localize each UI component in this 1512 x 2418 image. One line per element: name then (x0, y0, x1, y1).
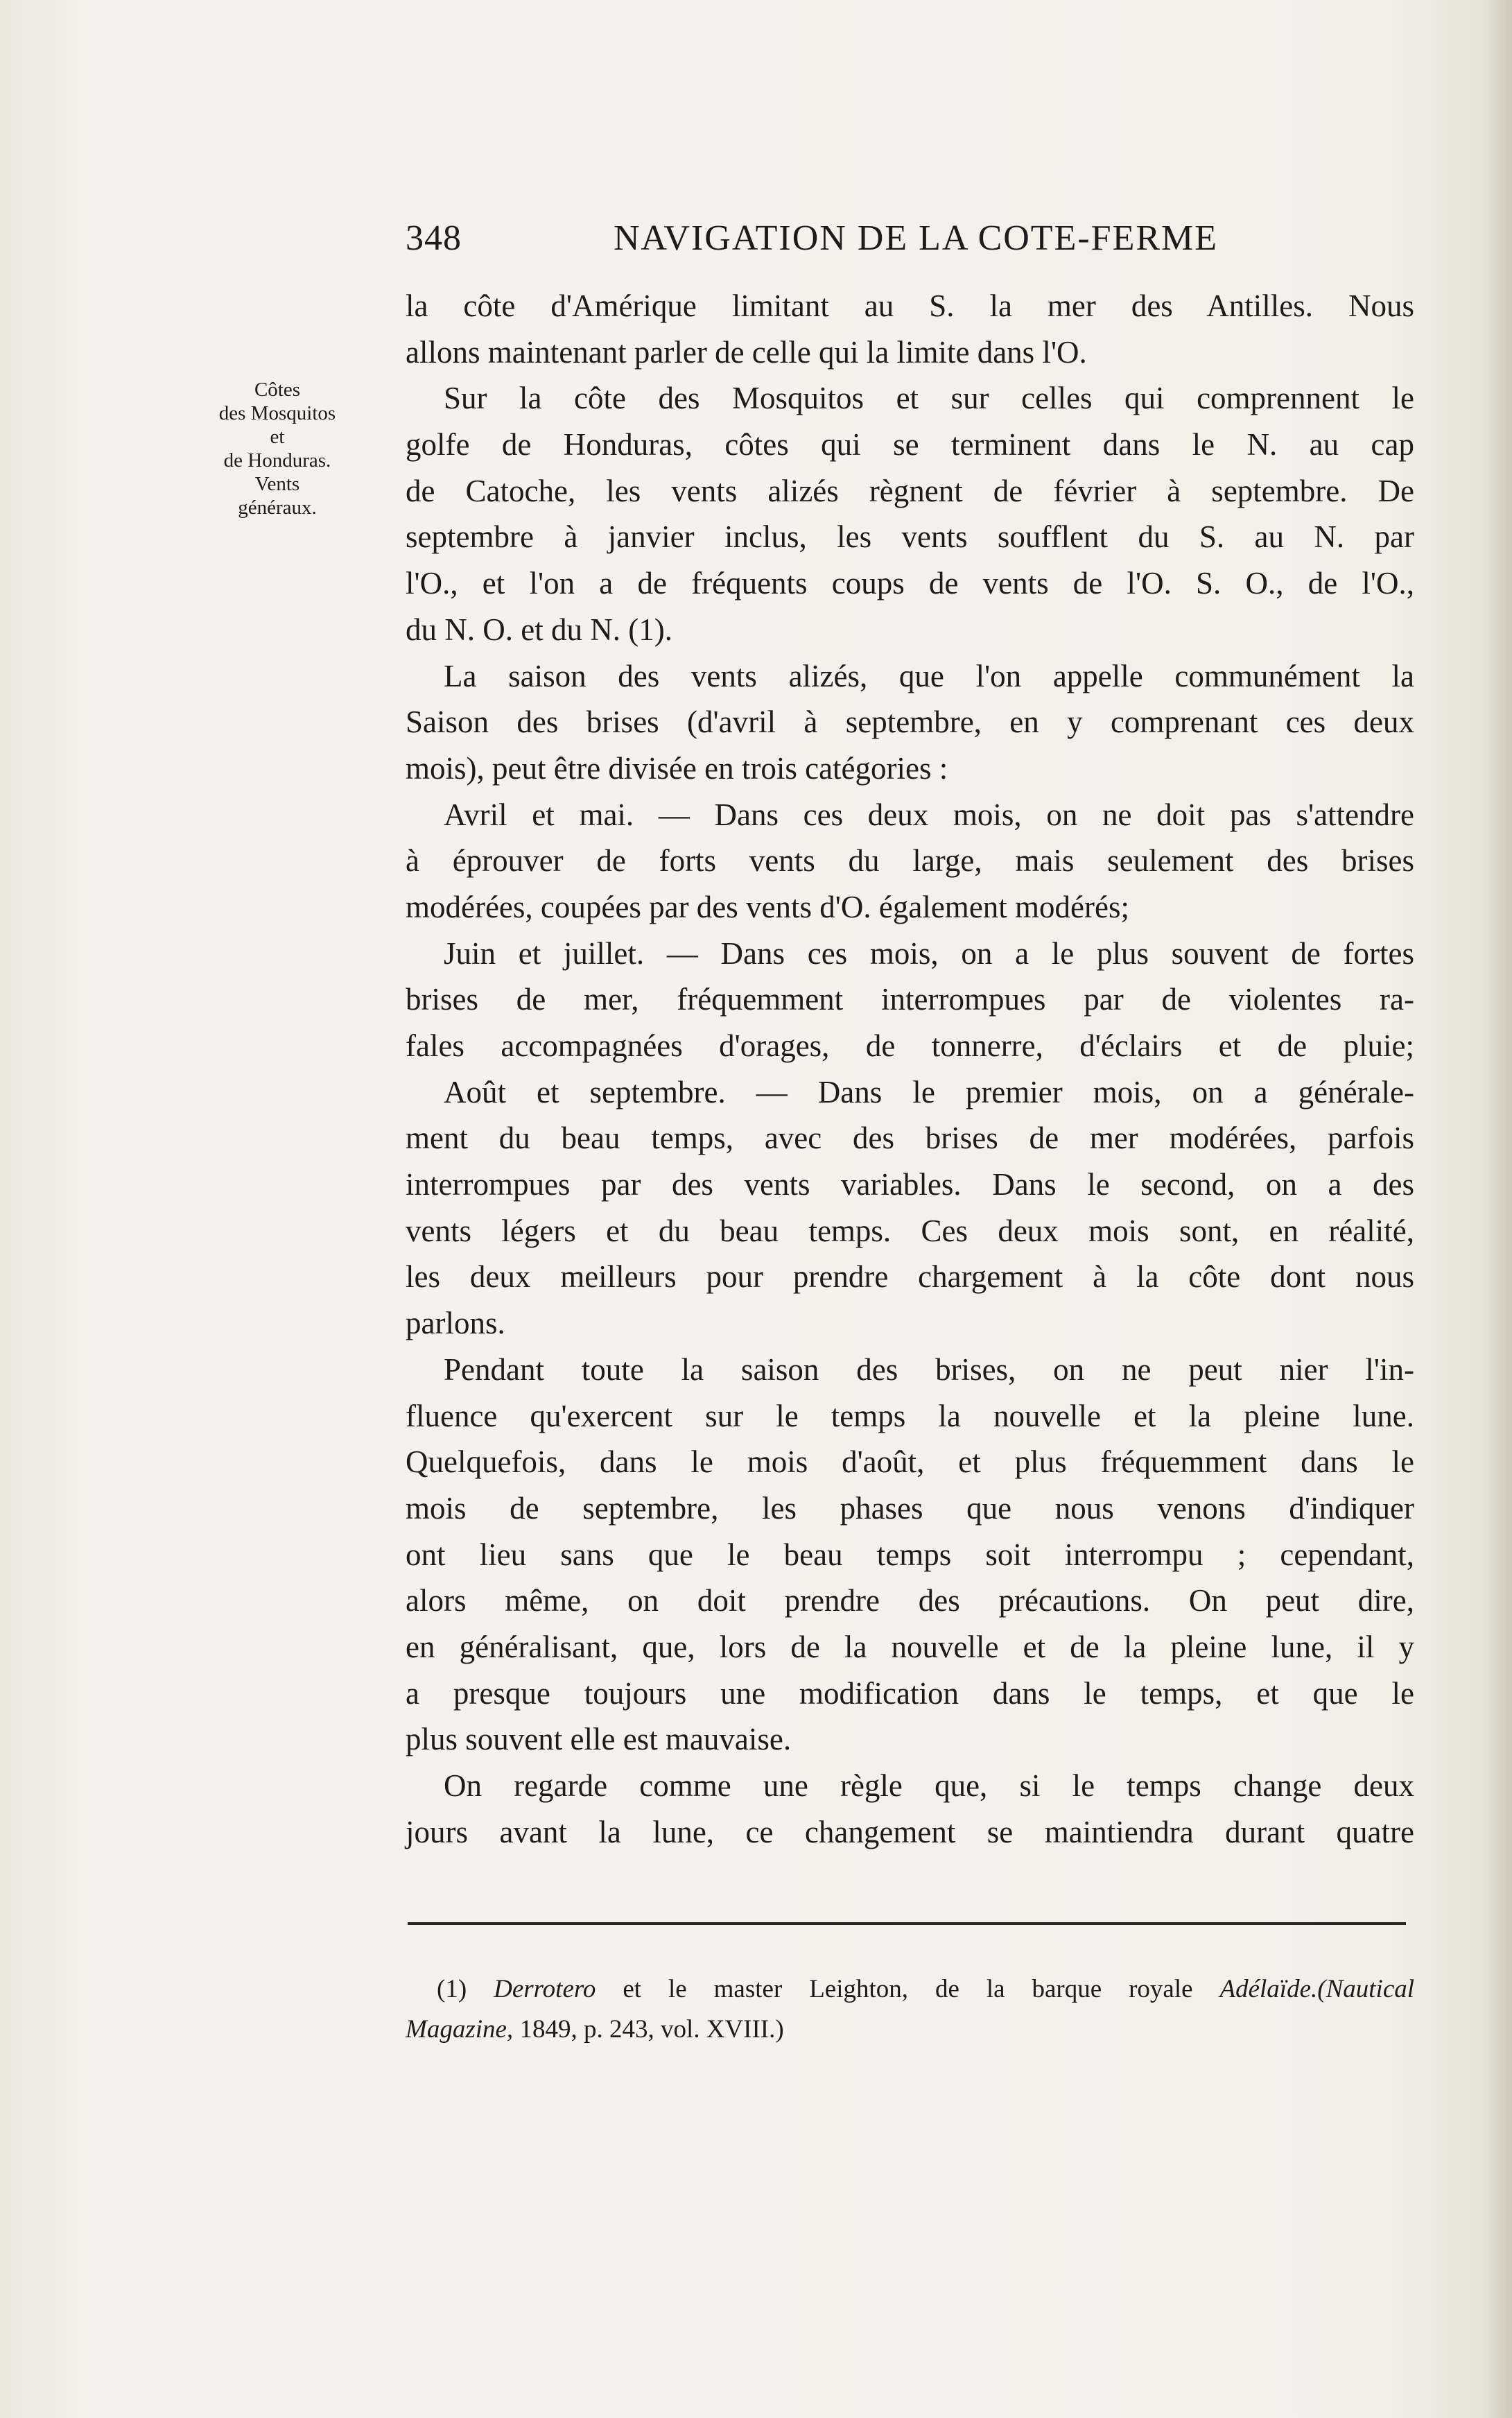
text-line: brises de mer, fréquemment interrompues par de violentes ra- (406, 982, 1414, 1017)
text-line: parlons. (406, 1306, 505, 1341)
running-title: NAVIGATION DE LA COTE-FERME (614, 218, 1219, 258)
text-line: On regarde comme une règle que, si le temps change deux (444, 1768, 1414, 1803)
text-line: Sur la côte des Mosquitos et sur celles qui comprennent le (444, 381, 1414, 416)
body-text (406, 283, 1414, 1855)
text-line: mois), peut être divisée en trois catégories : (406, 750, 948, 786)
margin-note (180, 378, 374, 519)
text-line: vents légers et du beau temps. Ces deux mois sont, en réalité, (406, 1213, 1414, 1248)
text-line: Quelquefois, dans le mois d'août, et plus fréquemment dans le (406, 1444, 1414, 1480)
text-line: en généralisant, que, lors de la nouvelle et de la pleine lune, il y (406, 1629, 1414, 1664)
text-line: Pendant toute la saison des brises, on ne peut nier l'in- (444, 1352, 1414, 1387)
text-line: golfe de Honduras, côtes qui se terminent dans le N. au cap (406, 427, 1414, 463)
text-line: septembre à janvier inclus, les vents soufflent du S. au N. par (406, 519, 1414, 555)
margin-note-line: Côtes (254, 379, 301, 401)
margin-note-line: et (270, 426, 285, 448)
text-line: les deux meilleurs pour prendre chargement à la côte dont nous (406, 1259, 1414, 1295)
footnote-journal-title-end: Magazine, (406, 2015, 514, 2044)
text-line: fales accompagnées d'orages, de tonnerre, d'éclairs et de pluie; (406, 1028, 1414, 1063)
footnote-line (406, 2010, 1414, 2050)
text-line: fluence qu'exercent sur le temps la nouvelle et la pleine lune. (406, 1398, 1414, 1433)
page-edge-shadow (1484, 0, 1512, 2418)
margin-note-line: généraux. (238, 496, 317, 519)
footnote-citation: 1849, p. 243, vol. XVIII.) (519, 2015, 784, 2044)
footnote-line (406, 1969, 1414, 2010)
text-line: plus souvent elle est mauvaise. (406, 1722, 792, 1757)
text-line: l'O., et l'on a de fréquents coups de vents de l'O. S. O., de l'O., (406, 566, 1414, 601)
text-line: a presque toujours une modification dans le temps, et que le (406, 1675, 1414, 1711)
footnote-ship-name: Adélaïde. (1219, 1975, 1318, 2003)
text-line: ment du beau temps, avec des brises de mer modérées, parfois (406, 1121, 1414, 1156)
text-line: allons maintenant parler de celle qui la limite dans l'O. (406, 334, 1087, 370)
text-line: La saison des vents alizés, que l'on appelle communément la (444, 658, 1414, 693)
text-line: du N. O. et du N. (1). (406, 612, 672, 647)
running-head (406, 208, 1418, 264)
text-line: modérées, coupées par des vents d'O. également modérés; (406, 889, 1129, 924)
footnote-text: et le master Leighton, de la barque royale (623, 1975, 1193, 2003)
text-line: Juin et juillet. — Dans ces mois, on a le plus souvent de fortes (444, 935, 1414, 971)
text-line: Saison des brises (d'avril à septembre, en y comprenant ces deux (406, 705, 1414, 740)
footnote-work-title: Derrotero (494, 1975, 596, 2003)
text-line: ont lieu sans que le beau temps soit interrompu ; cependant, (406, 1537, 1414, 1572)
margin-note-line: de Honduras. (223, 449, 331, 472)
text-line: de Catoche, les vents alizés règnent de février à septembre. De (406, 473, 1414, 508)
text-line: mois de septembre, les phases que nous venons d'indiquer (406, 1490, 1414, 1526)
footnote-journal-title: (Nautical (1317, 1975, 1415, 2003)
page-number: 348 (406, 218, 462, 258)
margin-note-line: des Mosquitos (218, 402, 336, 424)
footnote-marker: (1) (437, 1975, 467, 2003)
margin-note-line: Vents (254, 473, 300, 495)
text-line: alors même, on doit prendre des précautions. On peut dire, (406, 1583, 1414, 1618)
footnote-rule (408, 1922, 1406, 1925)
text-line: Août et septembre. — Dans le premier mois, on a générale- (444, 1074, 1414, 1109)
text-line: à éprouver de forts vents du large, mais seulement des brises (406, 843, 1414, 879)
text-line: jours avant la lune, ce changement se maintiendra durant quatre (406, 1814, 1414, 1849)
text-line: la côte d'Amérique limitant au S. la mer des Antilles. Nous (406, 288, 1414, 323)
footnote (406, 1969, 1414, 2050)
text-line: Avril et mai. — Dans ces deux mois, on ne doit pas s'attendre (444, 797, 1414, 832)
text-line: interrompues par des vents variables. Dans le second, on a des (406, 1167, 1414, 1202)
